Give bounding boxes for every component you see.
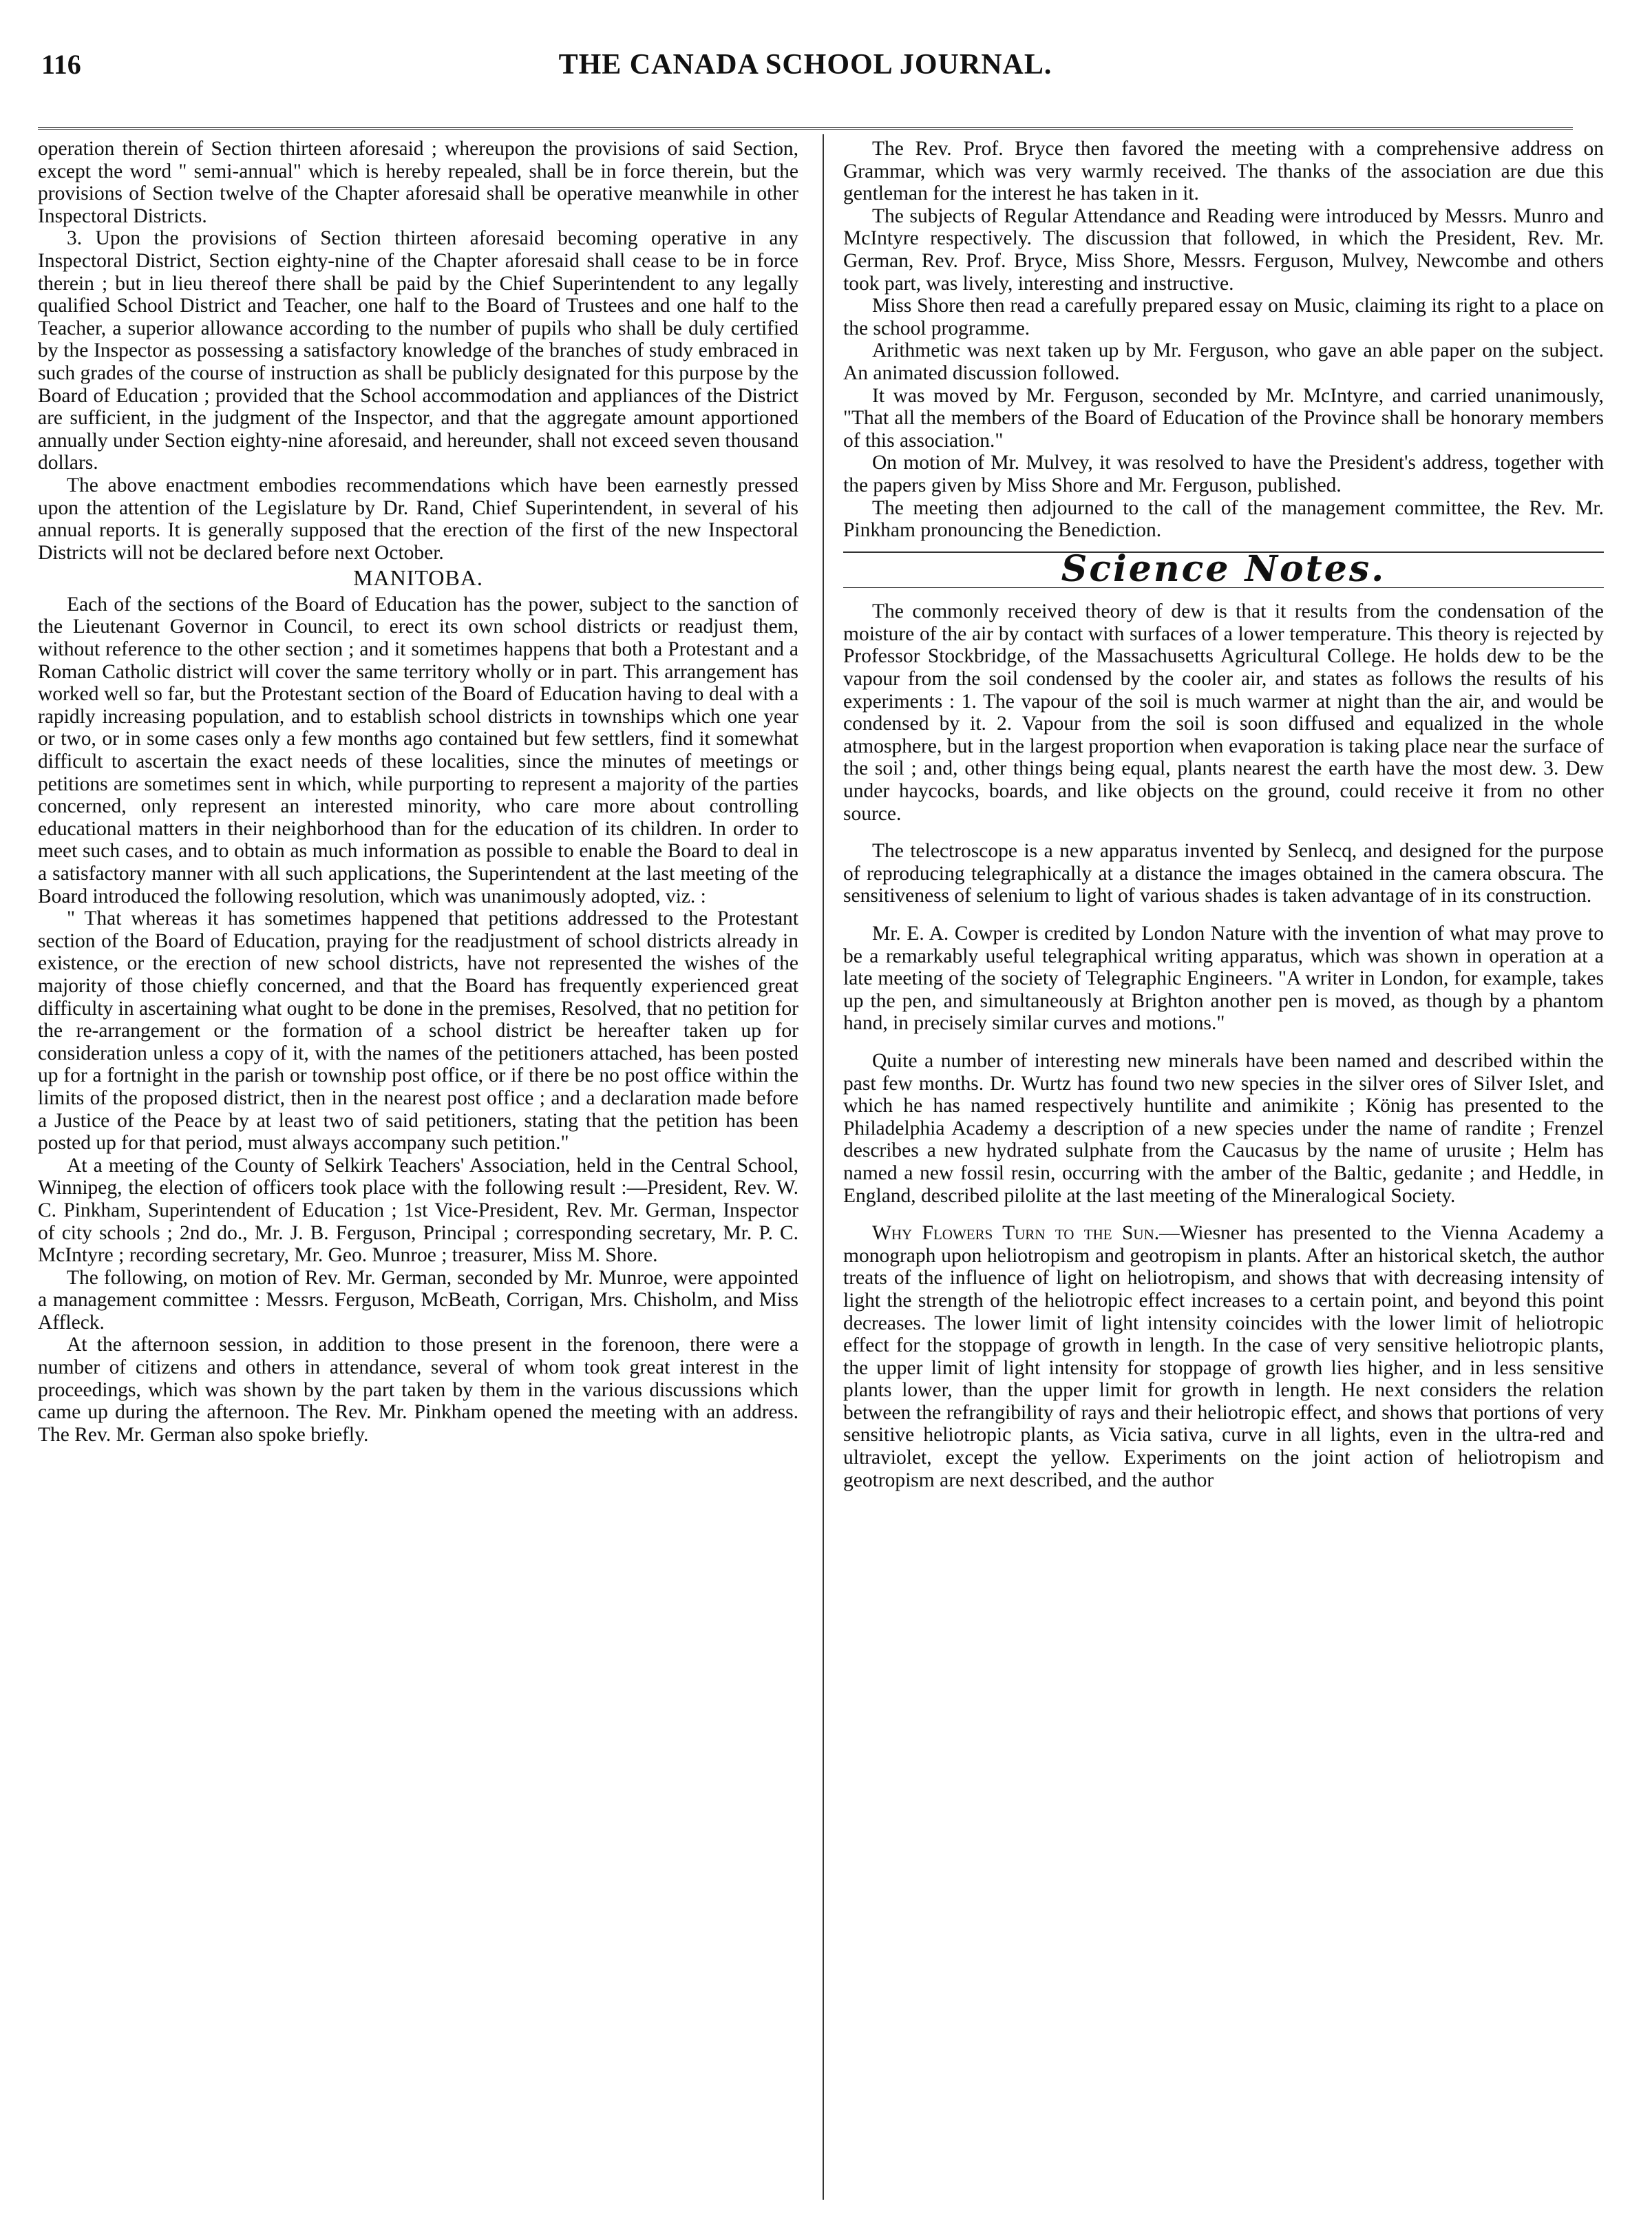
article-paragraph: Arithmetic was next taken up by Mr. Ferguson, who gave an able paper on the subject. An animated discussion followed.: [843, 339, 1604, 384]
article-paragraph: On motion of Mr. Mulvey, it was resolved to have the President's address, together with the papers given by Miss Shore and Mr. Ferguson, published.: [843, 452, 1604, 496]
science-note: [843, 1222, 1604, 1491]
article-paragraph: The following, on motion of Rev. Mr. German, seconded by Mr. Munroe, were appointed a management committee : Messrs. Ferguson, McBeath, Corrigan, Mrs. Chisholm, and Miss Affleck.: [38, 1266, 798, 1334]
section-heading-manitoba: MANITOBA.: [353, 565, 483, 591]
science-note: Mr. E. A. Cowper is credited by London Nature with the invention of what may prove to be a remarkably useful telegraphical writing apparatus, which was shown in operation at a late meeting of the society of Telegraphic Engineers. "A writer in London, for example, takes up the pen, and simultaneously at Brighton another pen is moved, as though by a phantom hand, in precisely similar curves and motions.": [843, 923, 1604, 1035]
article-paragraph: The subjects of Regular Attendance and Reading were introduced by Messrs. Munro and McIntyre respectively. The discussion that followed, in which the President, Rev. Mr. German, Rev. Prof. Bryce, Miss Shore, Messrs. Ferguson, Mulvey, Newcombe and others took part, was lively, interesting and instructive.: [843, 204, 1604, 295]
article-paragraph: Each of the sections of the Board of Education has the power, subject to the sanction of the Lieutenant Governor in Council, to erect its own school districts or readjust them, without reference to the other section ; and it sometimes happens that both a Protestant and a Roman Catholic district will cover the same territory wholly or in part. This arrangement has worked well so far, but the Protestant section of the Board of Education having to deal with a rapidly increasing population, and to establish school districts in townships which one year or two, or in some cases only a few months ago contained but few settlers, find it somewhat difficult to ascertain the exact needs of these localities, since the minutes of meetings or petitions are sometimes sent in which, while purporting to represent a majority of the parties concerned, only represent an interested minority, who care more about controlling educational matters in their neighborhood than for the education of its children. In order to meet such cases, and to obtain as much information as possible to enable the Board to deal in a satisfactory manner with all such applications, the Superintendent at the last meeting of the Board introduced the following resolution, which was unanimously adopted, viz. :: [38, 593, 798, 907]
resolution-quote: " That whereas it has sometimes happened that petitions addressed to the Protestant section of the Board of Education, praying for the readjustment of school districts already in existence, or the erection of new school districts, have not represented the wishes of the majority of those chiefly concerned, and that the Board has frequently experienced great difficulty in ascertaining what ought to be done in the premises, Resolved, that no petition for the re-arrangement or the formation of a school district be hereafter taken up for consideration unless a copy of it, with the names of the petitioners attached, has been posted up for a fortnight in the parish or township post office, or if there be no post office within the limits of the proposed district, then in the nearest post office ; and a declaration made before a Justice of the Peace by at least two of said petitioners, stating that the petition has been posted up for that period, must always accompany such petition.": [38, 907, 798, 1155]
article-paragraph: The meeting then adjourned to the call of the management committee, the Rev. Mr. Pinkham pronouncing the Benediction.: [843, 496, 1604, 542]
article-paragraph: The above enactment embodies recommendations which have been earnestly pressed upon the attention of the Legislature by Dr. Rand, Chief Superintendent, in several of his annual reports. It is generally supposed that the erection of the first of the new Inspectoral Districts will not be declared before next October.: [38, 474, 798, 564]
column-divider: [823, 134, 824, 2200]
note-gap: [843, 825, 1604, 840]
page-header: [41, 48, 1569, 90]
article-paragraph: At a meeting of the County of Selkirk Teachers' Association, held in the Central School, Winnipeg, the election of officers took place with the following result :—President, Rev. W. C. Pinkham, Superintendent of Education ; 1st Vice-President, Rev. Mr. German, Inspector of city schools ; 2nd do., Mr. J. B. Ferguson, Principal ; corresponding secretary, Mr. P. C. McIntyre ; recording secretary, Mr. Geo. Munroe ; treasurer, Miss M. Shore.: [38, 1154, 798, 1267]
left-column: [38, 138, 798, 1446]
journal-title: THE CANADA SCHOOL JOURNAL.: [558, 49, 1052, 81]
right-column: [843, 138, 1604, 1491]
science-note: The commonly received theory of dew is that it results from the condensation of the moisture of the air by contact with surfaces of a lower temperature. This theory is rejected by Professor Stockbridge, of the Massachusetts Agricultural College. He holds dew to be the vapour from the soil condensed by the cooler air, and states as follows the results of his experiments : 1. The vapour of the soil is much warmer at night than the air, and would be condensed by it. 2. Vapour from the soil is soon diffused and equalized in the whole atmosphere, but in the largest proportion when evaporation is taking place near the surface of the soil ; and, other things being equal, plants nearest the earth have the most dew. 3. Dew under haycocks, boards, and like objects on the ground, could receive it from no other source.: [843, 600, 1604, 825]
note-gap: [843, 1207, 1604, 1222]
header-rule: [38, 127, 1573, 130]
note-body: —Wiesner has presented to the Vienna Academy a monograph upon heliotropism and geotropism in plants. After an historical sketch, the author treats of the influence of light on heliotropism, and shows that with decreasing intensity of light the strength of the heliotropic effect increases to a certain point, and beyond this point decreases. The lower limit of light intensity coincides with the lower limit of heliotropic effect for the stoppage of growth in length. In the case of very sensitive heliotropic plants, the upper limit of light intensity for stoppage of growth lies higher, and in less sensitive plants lower, than the upper limit for growth in length. He next considers the relation between the refrangibility of rays and their heliotropic effect, and shows that portions of very sensitive heliotropic plants, as Vicia sativa, curve in all lights, even in the ultra-red and ultraviolet, except the yellow. Experiments on the joint action of heliotropism and geotropism are next described, and the author: [843, 1222, 1605, 1491]
article-paragraph: 3. Upon the provisions of Section thirteen aforesaid becoming operative in any Inspectoral District, Section eighty-nine of the Chapter aforesaid shall cease to be in force therein ; but in lieu thereof there shall be paid by the Chief Superintendent to any legally qualified School District and Teacher, one half to the Board of Trustees and one half to the Teacher, a superior allowance according to the number of pupils who shall be duly certified by the Inspector as possessing a satisfactory knowledge of the branches of study embraced in such grades of the course of instruction as shall be publicly designated for this purpose by the Board of Education ; provided that the School accommodation and appliances of the District are sufficient, in the judgment of the Inspector, and that the aggregate amount apportioned annually under Section eighty-nine aforesaid, and hereunder, shall not exceed seven thousand dollars.: [38, 227, 798, 474]
article-paragraph: Miss Shore then read a carefully prepared essay on Music, claiming its right to a place on the school programme.: [843, 295, 1604, 339]
note-gap: [843, 1035, 1604, 1050]
article-paragraph: The Rev. Prof. Bryce then favored the meeting with a comprehensive address on Grammar, which was very warmly received. The thanks of the association are due this gentleman for the interest he has taken in it.: [843, 138, 1604, 205]
article-paragraph: It was moved by Mr. Ferguson, seconded by Mr. McIntyre, and carried unanimously, "That all the members of the Board of Education of the Province shall be honorary members of this association.": [843, 384, 1604, 452]
page-number: 116: [41, 49, 81, 80]
science-note: Quite a number of interesting new minerals have been named and described within the past few months. Dr. Wurtz has found two new species in the silver ores of Silver Islet, and which he has named respectively huntilite and animikite ; König has presented to the Philadelphia Academy a description of a new species under the name of randite ; Frenzel describes a new hydrated sulphate from the Caucasus by the name of urusite ; Helm has named a new fossil resin, occurring with the amber of the Baltic, gedanite ; and Heddle, in England, described pilolite at the last meeting of the Mineralogical Society.: [843, 1049, 1604, 1207]
article-paragraph: operation therein of Section thirteen aforesaid ; whereupon the provisions of said Section, except the word " semi-annual" which is hereby repealed, shall be in force therein, but the provisions of Section twelve of the Chapter aforesaid shall be operative meanwhile in other Inspectoral Districts.: [38, 138, 798, 227]
article-paragraph: At the afternoon session, in addition to those present in the forenoon, there were a number of citizens and others in attendance, several of whom took great interest in the proceedings, which was shown by the part taken by them in the various discussions which came up during the afternoon. The Rev. Mr. Pinkham opened the meeting with an address. The Rev. Mr. German also spoke briefly.: [38, 1334, 798, 1446]
science-note: The telectroscope is a new apparatus invented by Senlecq, and designed for the purpose of reproducing telegraphically at a distance the images obtained in the camera obscura. The sensitiveness of selenium to light of various shades is taken advantage of in its construction.: [843, 840, 1604, 907]
section-heading-science-notes: Science Notes.: [1061, 547, 1386, 590]
note-title: Why Flowers Turn to the Sun.: [872, 1222, 1160, 1245]
note-gap: [843, 907, 1604, 923]
